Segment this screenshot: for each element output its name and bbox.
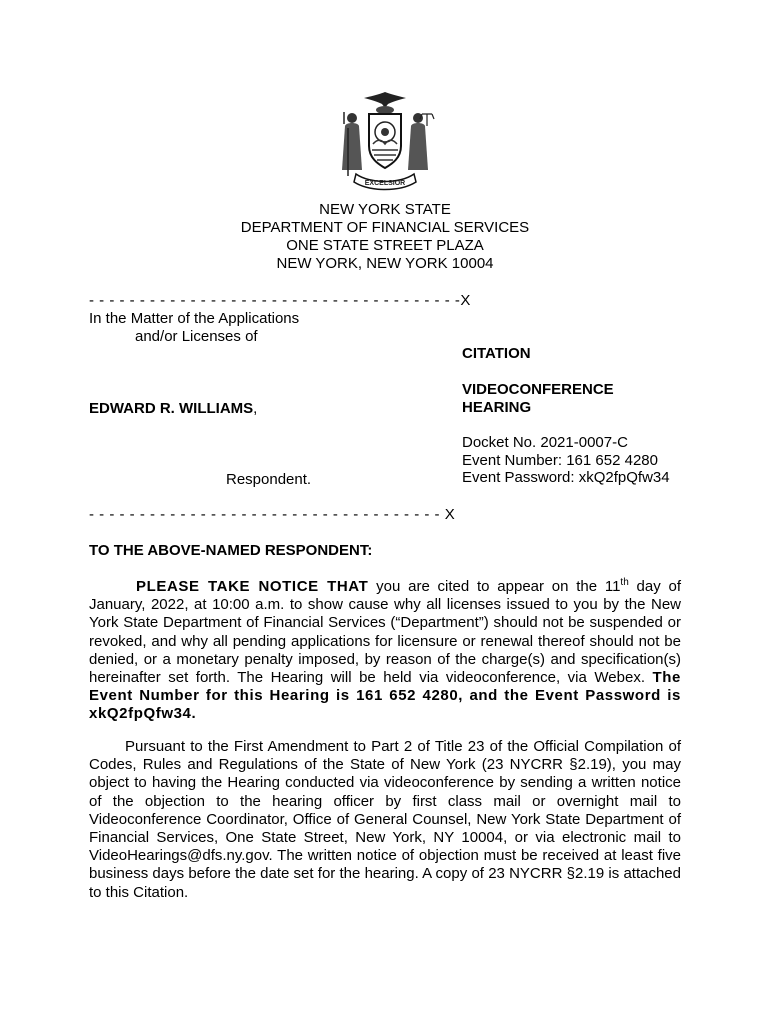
respondent-name-line	[89, 400, 257, 417]
svg-text:EXCELSIOR: EXCELSIOR	[364, 180, 406, 187]
notice-event-info: The Event Number for this Hearing is 161 652 4280, and the Event Password is xkQ2fpQfw34.	[89, 669, 681, 723]
agency-header	[0, 201, 770, 273]
respondent-label: Respondent.	[226, 471, 312, 488]
event-number: Event Number: 161 652 4280	[462, 451, 658, 469]
salutation: TO THE ABOVE-NAMED RESPONDENT:	[89, 542, 373, 559]
header-line-city: NEW YORK, NEW YORK 10004	[276, 255, 494, 272]
caption-top-divider: - - - - - - - - - - - - - - - - - - - - - - - - - - - - - - - - - - - - -X	[89, 292, 471, 309]
header-line-state: NEW YORK STATE	[319, 201, 451, 218]
hearing-type-line: VIDEOCONFERENCE	[462, 381, 614, 398]
ordinal-suffix: th	[620, 577, 629, 588]
matter-line: In the Matter of the Applications	[89, 310, 300, 327]
notice-lead: PLEASE TAKE NOTICE THAT	[136, 578, 369, 595]
hearing-type	[462, 381, 614, 417]
notice-text: you are cited to appear on the 11	[368, 578, 621, 595]
header-line-department: DEPARTMENT OF FINANCIAL SERVICES	[240, 219, 530, 236]
header-line-street: ONE STATE STREET PLAZA	[286, 237, 484, 254]
event-password: Event Password: xkQ2fpQfw34	[462, 469, 670, 486]
notice-text-cont: day of January, 2022, at 10:00 a.m. to show cause why all licenses issued to you by the New York State Department of Financial Services (“Department”) should not be suspended or revoked, and why all pending applications for licensure or renewal thereof should not be denied, or a monetary penalty imposed, by reason of the charge(s) and specification(s) hereinafter set forth. The Hearing will be held via videoconference, via Webex.	[89, 578, 681, 687]
hearing-details	[462, 434, 670, 487]
matter-line: and/or Licenses of	[135, 328, 258, 345]
matter-block	[89, 310, 299, 346]
caption-bottom-divider: - - - - - - - - - - - - - - - - - - - - - - - - - - - - - - - - - - - X	[89, 506, 456, 523]
respondent-name: EDWARD R. WILLIAMS	[89, 400, 254, 417]
hearing-type-line: HEARING	[462, 399, 532, 416]
notice-paragraph	[89, 578, 681, 724]
document-type: CITATION	[462, 345, 531, 362]
new-york-state-seal	[332, 88, 438, 194]
respondent-name-comma: ,	[253, 400, 258, 417]
docket-number: Docket No. 2021-0007-C	[462, 434, 628, 451]
objection-paragraph: Pursuant to the First Amendment to Part 2 of Title 23 of the Official Compilation of Codes, Rules and Regulations of the State of New York (23 NYCRR §2.19), you may object to having the Hearing conducted via videoconference by sending a written notice of the objection to the hearing officer by first class mail or overnight mail to Videoconference Coordinator, Office of General Counsel, New York State Department of Financial Services, One State Street, New York, NY 10004, or via electronic mail to VideoHearings@dfs.ny.gov. The written notice of objection must be received at least five business days before the date set for the hearing. A copy of 23 NYCRR §2.19 is attached to this Citation.	[89, 738, 681, 901]
